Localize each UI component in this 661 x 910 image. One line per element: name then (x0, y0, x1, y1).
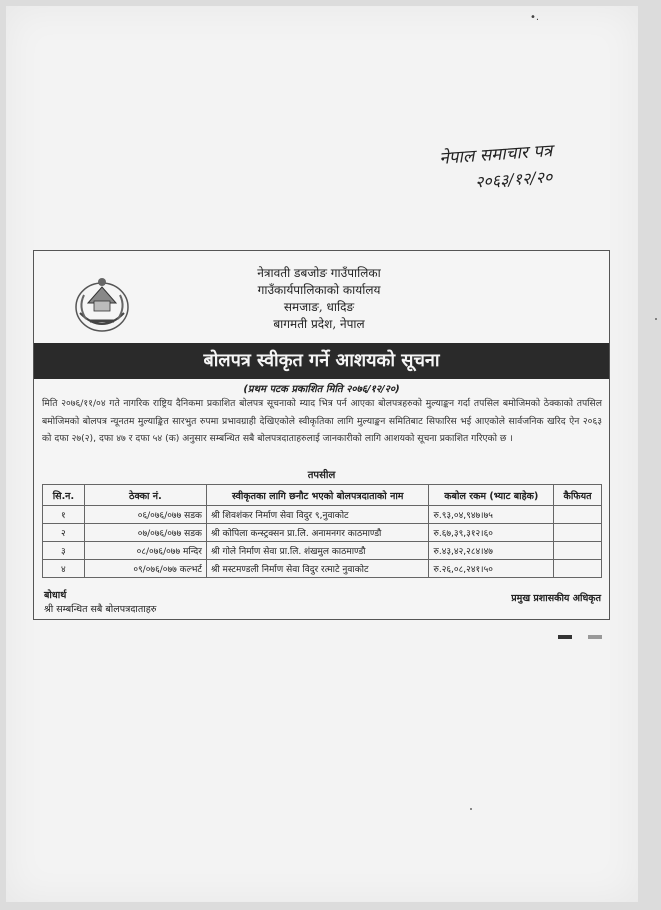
bid-table (42, 484, 602, 578)
header-contract: ठेक्का नं. (84, 485, 206, 506)
scan-speck: •. (530, 12, 540, 23)
row-bidder: श्री कोपिला कन्स्ट्रक्सन प्रा.लि. अनामनगर काठमाण्डौ (206, 524, 428, 542)
row-remarks (554, 542, 602, 560)
row-contract: ०८/०७६/०७७ मन्दिर (84, 542, 206, 560)
row-contract: ०९/०७६/०७७ कल्भर्ट (84, 560, 206, 578)
table-row (43, 542, 602, 560)
row-remarks (554, 506, 602, 524)
row-amount: रु.२६,०८,२४१।५० (429, 560, 554, 578)
row-remarks (554, 524, 602, 542)
row-bidder: श्री शिवशंकर निर्माण सेवा विदुर ९,नुवाकोट (206, 506, 428, 524)
header-remarks: कैफियत (554, 485, 602, 506)
row-amount: रु.९३,०४,९४७।७५ (429, 506, 554, 524)
header-bidder: स्वीकृतका लागि छनौट भएको बोलपत्रदाताको नाम (206, 485, 428, 506)
table-header-row (43, 485, 602, 506)
government-emblem-icon (72, 273, 132, 335)
scan-dot (655, 318, 657, 320)
table-row (43, 524, 602, 542)
row-contract: ०७/०७६/०७७ सडक (84, 524, 206, 542)
row-sn: ४ (43, 560, 85, 578)
header-amount: कबोल रकम (भ्याट बाहेक) (429, 485, 554, 506)
scan-mark (588, 635, 602, 639)
row-bidder: श्री मस्टमण्डली निर्माण सेवा विदुर रत्माटे नुवाकोट (206, 560, 428, 578)
handwritten-date: २०६३/१२/२० (474, 167, 553, 192)
schedule-title: तपसील (307, 470, 336, 481)
office-header (154, 265, 484, 333)
publish-date: (प्रथम पटक प्रकाशित मिति २०७६/१२/२०) (243, 384, 400, 395)
table-row (43, 506, 602, 524)
row-amount: रु.४३,४२,२८४।४७ (429, 542, 554, 560)
row-contract: ०६/०७६/०७७ सडक (84, 506, 206, 524)
notice-clipping (33, 250, 610, 620)
recipient-text: श्री सम्बन्धित सबै बोलपत्रदाताहरु (44, 604, 157, 615)
row-sn: १ (43, 506, 85, 524)
table-row (43, 560, 602, 578)
row-amount: रु.६७,३९,३१२।६० (429, 524, 554, 542)
municipality-name: नेत्रावती डबजोङ गाउँपालिका (257, 266, 381, 280)
scan-dot (470, 808, 472, 810)
row-sn: २ (43, 524, 85, 542)
recipient-block (44, 589, 156, 617)
row-sn: ३ (43, 542, 85, 560)
row-remarks (554, 560, 602, 578)
handwritten-source: नेपाल समाचार पत्र (438, 141, 553, 169)
scan-mark (558, 635, 572, 639)
office-province: बागमती प्रदेश, नेपाल (273, 317, 365, 331)
office-name: गाउँकार्यपालिकाको कार्यालय (257, 283, 381, 297)
signatory: प्रमुख प्रशासकीय अधिकृत (511, 593, 601, 604)
header-sn: सि.न. (43, 485, 85, 506)
row-bidder: श्री गोले निर्माण सेवा प्रा.लि. शंखमुल काठमाण्डौ (206, 542, 428, 560)
notice-title: बोलपत्र स्वीकृत गर्ने आशयको सूचना (34, 343, 609, 379)
scan-marks (558, 624, 618, 643)
recipient-label: बोधार्थ (44, 590, 67, 601)
notice-body: मिति २०७६/११/०४ गते नागरिक राष्ट्रिय दैनिकमा प्रकाशित बोलपत्र सूचनाको म्याद भित्र पर्न आएका बोलपत्रहरुको मुल्याङ्कन गर्दा तपसिल बमोजिमको ठेक्काको तपसिल बमोजिमको बोलपत्र न्यूनतम मुल्याङ्कित सारभुत रुपमा प्रभावग्राही देखिएकोले स्वीकृतिका लागि मुल्याङ्कन समितिबाट सिफारिस भई आएकोले सार्वजनिक खरिद ऐन २०६३ को दफा २७(२), दफा ४७ र दफा ५४ (क) अनुसार सम्बन्धित सबै बोलपत्रदाताहरुलाई जानकारीको लागि आशयको सूचना प्रकाशित गरिएको छ । (42, 398, 602, 444)
office-address: समजाङ, धादिङ (283, 300, 355, 314)
